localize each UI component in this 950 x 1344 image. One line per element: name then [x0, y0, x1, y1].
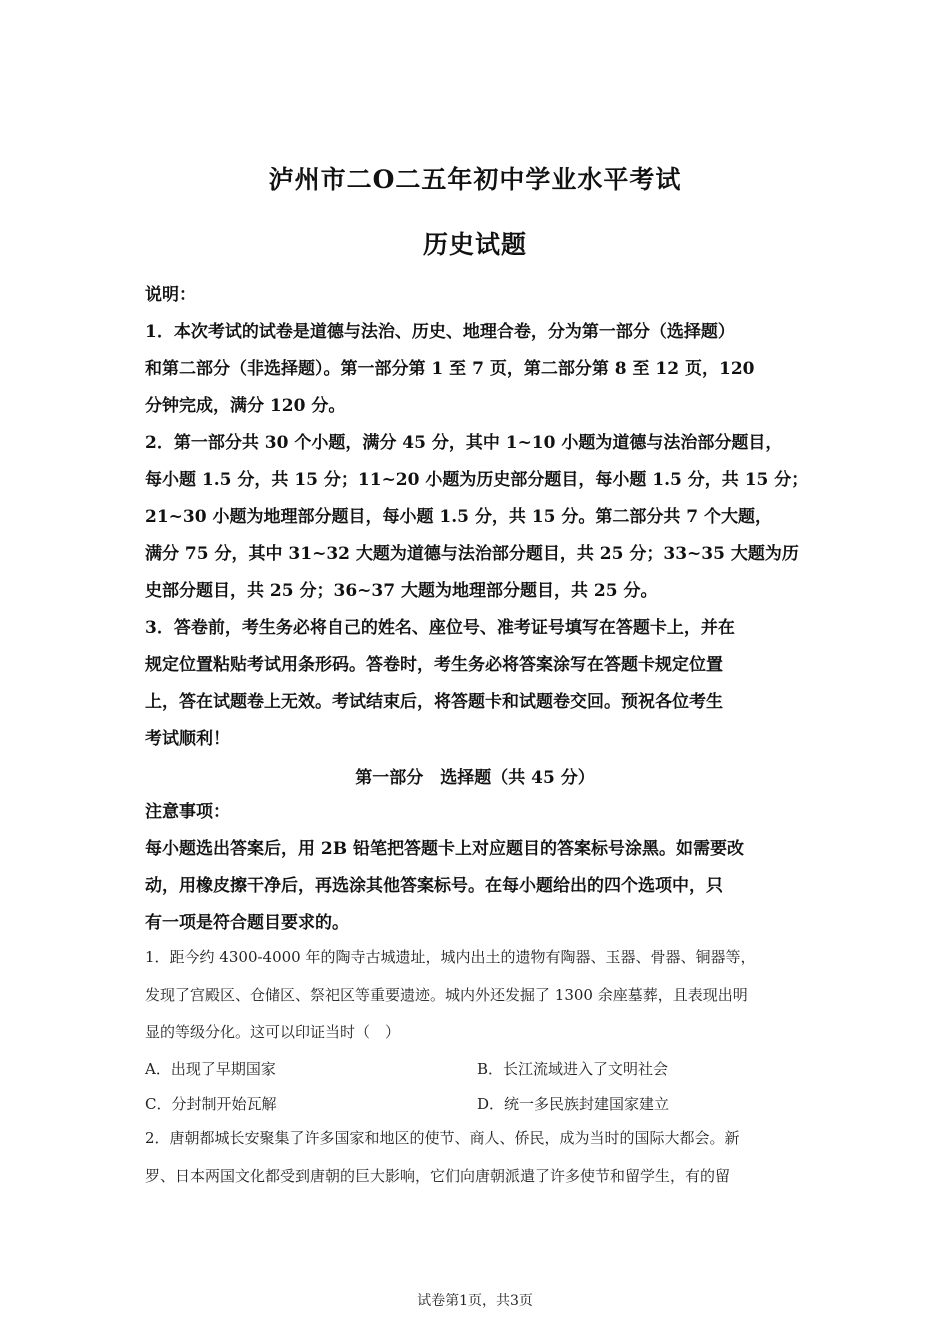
- notice-heading: 注意事项：: [145, 802, 230, 822]
- instruction-line: 2．第一部分共 30 个小题，满分 45 分，其中 1~10 小题为道德与法治部分题目，: [145, 433, 783, 453]
- instructions-block: [145, 277, 810, 758]
- option-c: C．分封制开始瓦解: [145, 1095, 277, 1113]
- instruction-line: 21~30 小题为地理部分题目，每小题 1.5 分，共 15 分。第二部分共 7 个大题，: [145, 507, 773, 527]
- question-2-stem: [145, 1120, 810, 1195]
- option-a: A．出现了早期国家: [145, 1060, 276, 1078]
- exam-title: 泸州市二O二五年初中学业水平考试: [268, 165, 682, 194]
- question-line: 显的等级分化。这可以印证当时（ ）: [145, 1023, 401, 1041]
- question-line: 发现了宫殿区、仓储区、祭祀区等重要遗迹。城内外还发掘了 1300 余座墓葬，且表现出明: [145, 985, 748, 1004]
- notice-line: 动，用橡皮擦干净后，再选涂其他答案标号。在每小题给出的四个选项中，只: [145, 876, 723, 896]
- option-b: B．长江流域进入了文明社会: [477, 1060, 669, 1078]
- instruction-line: 满分 75 分，其中 31~32 大题为道德与法治部分题目，共 25 分；33~35 大题为历: [145, 544, 799, 564]
- page-footer: 试卷第1页，共3页: [417, 1293, 533, 1309]
- notice-block: [145, 794, 810, 942]
- notice-line: 每小题选出答案后，用 2B 铅笔把答题卡上对应题目的答案标号涂黑。如需要改: [145, 839, 745, 859]
- instruction-line: 上，答在试题卷上无效。考试结束后，将答题卡和试题卷交回。预祝各位考生: [145, 692, 723, 712]
- question-line: 2．唐朝都城长安聚集了许多国家和地区的使节、商人、侨民，成为当时的国际大都会。新: [145, 1129, 740, 1147]
- instruction-line: 和第二部分（非选择题）。第一部分第 1 至 7 页，第二部分第 8 至 12 页，120: [145, 359, 755, 379]
- question-line: 1．距今约 4300-4000 年的陶寺古城遗址，城内出土的遗物有陶器、玉器、骨器、铜器等，: [145, 948, 756, 966]
- instruction-line: 分钟完成，满分 120 分。: [145, 396, 346, 416]
- notice-line: 有一项是符合题目要求的。: [145, 913, 349, 933]
- question-1-stem: [145, 939, 810, 1052]
- instruction-line: 每小题 1.5 分，共 15 分；11~20 小题为历史部分题目，每小题 1.5 分，共 15 分；: [145, 470, 809, 490]
- question-line: 罗、日本两国文化都受到唐朝的巨大影响，它们向唐朝派遣了许多使节和留学生，有的留: [145, 1166, 731, 1185]
- subject-title: 历史试题: [422, 230, 527, 259]
- instructions-heading: 说明：: [145, 285, 196, 305]
- instruction-line: 1．本次考试的试卷是道德与法治、历史、地理合卷，分为第一部分（选择题）: [145, 322, 735, 342]
- instruction-line: 3．答卷前，考生务必将自己的姓名、座位号、准考证号填写在答题卡上，并在: [145, 618, 735, 638]
- part1-heading: 第一部分 选择题（共 45 分）: [355, 768, 595, 788]
- option-d: D．统一多民族封建国家建立: [477, 1095, 670, 1113]
- instruction-line: 考试顺利！: [145, 729, 230, 749]
- instruction-line: 史部分题目，共 25 分；36~37 大题为地理部分题目，共 25 分。: [145, 581, 658, 601]
- question-1-options-row-2: [145, 1093, 810, 1123]
- question-1-options-row-1: [145, 1058, 810, 1088]
- instruction-line: 规定位置粘贴考试用条形码。答卷时，考生务必将答案涂写在答题卡规定位置: [145, 655, 723, 675]
